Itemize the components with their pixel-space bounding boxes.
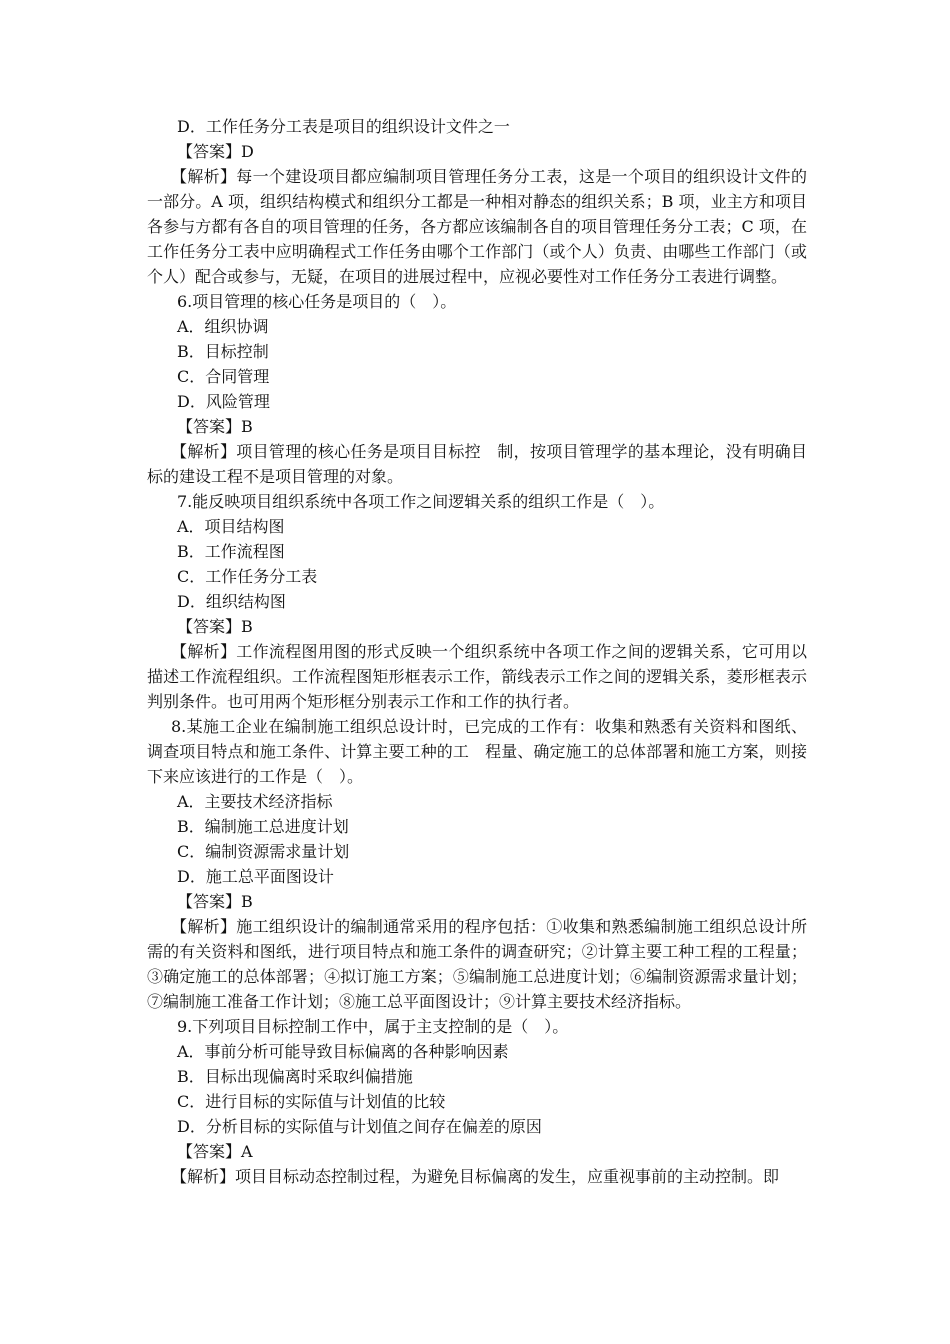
option-c-q8: C．编制资源需求量计划 — [177, 842, 350, 861]
option-d-q5: D．工作任务分工表是项目的组织设计文件之一 — [177, 117, 510, 136]
option-b-q7: B．工作流程图 — [177, 542, 285, 561]
answer-q8: 【答案】B — [177, 892, 253, 911]
question-8: 8.某施工企业在编制施工组织总设计时，已完成的工作有：收集和熟悉有关资料和图纸、调查项目特点和施工条件、计算主要工种的工 程量、确定施工的总体部署和施工方案，则接下来应该进行的工作是（ ）。 — [147, 717, 807, 786]
option-b-q8: B．编制施工总进度计划 — [177, 817, 349, 836]
option-c-q9: C．进行目标的实际值与计划值的比较 — [177, 1092, 446, 1111]
option-a-q8: A．主要技术经济指标 — [177, 792, 333, 811]
analysis-q5: 【解析】每一个建设项目都应编制项目管理任务分工表，这是一个项目的组织设计文件的一部分。A 项，组织结构模式和组织分工都是一种相对静态的组织关系；B 项，业主方和项目各参与方都有各自的项目管理的任务，各方都应该编制各自的项目管理任务分工表；C 项，在工作任务分工表中应明确程式工作任务由哪个工作部门（或个人）负责、由哪些工作部门（或个人）配合或参与，无疑，在项目的进展过程中，应视必要性对工作任务分工表进行调整。 — [147, 167, 807, 286]
option-c-q6: C．合同管理 — [177, 367, 270, 386]
analysis-q9: 【解析】项目目标动态控制过程，为避免目标偏离的发生，应重视事前的主动控制。即 — [171, 1167, 780, 1186]
option-d-q9: D．分析目标的实际值与计划值之间存在偏差的原因 — [177, 1117, 542, 1136]
answer-q9: 【答案】A — [177, 1142, 253, 1161]
option-a-q9: A．事前分析可能导致目标偏离的各种影响因素 — [177, 1042, 509, 1061]
question-9: 9.下列项目目标控制工作中，属于主支控制的是（ ）。 — [177, 1017, 569, 1036]
answer-q5: 【答案】D — [177, 142, 254, 161]
option-a-q7: A．项目结构图 — [177, 517, 285, 536]
question-7: 7.能反映项目组织系统中各项工作之间逻辑关系的组织工作是（ ）。 — [177, 492, 665, 511]
document-page — [147, 114, 807, 1189]
analysis-q8: 【解析】施工组织设计的编制通常采用的程序包括：①收集和熟悉编制施工组织总设计所需的有关资料和图纸，进行项目特点和施工条件的调查研究；②计算主要工种工程的工程量；③确定施工的总体部署；④拟订施工方案；⑤编制施工总进度计划；⑥编制资源需求量计划；⑦编制施工准备工作计划；⑧施工总平面图设计；⑨计算主要技术经济指标。 — [147, 917, 807, 1011]
answer-q6: 【答案】B — [177, 417, 253, 436]
question-6: 6.项目管理的核心任务是项目的（ ）。 — [177, 292, 457, 311]
option-a-q6: A．组织协调 — [177, 317, 269, 336]
option-b-q6: B．目标控制 — [177, 342, 269, 361]
analysis-q7: 【解析】工作流程图用图的形式反映一个组织系统中各项工作之间的逻辑关系，它可用以描述工作流程组织。工作流程图矩形框表示工作，箭线表示工作之间的逻辑关系，菱形框表示判别条件。也可用两个矩形框分别表示工作和工作的执行者。 — [147, 642, 807, 711]
option-b-q9: B．目标出现偏离时采取纠偏措施 — [177, 1067, 413, 1086]
option-c-q7: C．工作任务分工表 — [177, 567, 318, 586]
option-d-q7: D．组织结构图 — [177, 592, 286, 611]
option-d-q8: D．施工总平面图设计 — [177, 867, 334, 886]
option-d-q6: D．风险管理 — [177, 392, 270, 411]
analysis-q6: 【解析】项目管理的核心任务是项目目标控 制，按项目管理学的基本理论，没有明确目标的建设工程不是项目管理的对象。 — [147, 442, 807, 486]
answer-q7: 【答案】B — [177, 617, 253, 636]
